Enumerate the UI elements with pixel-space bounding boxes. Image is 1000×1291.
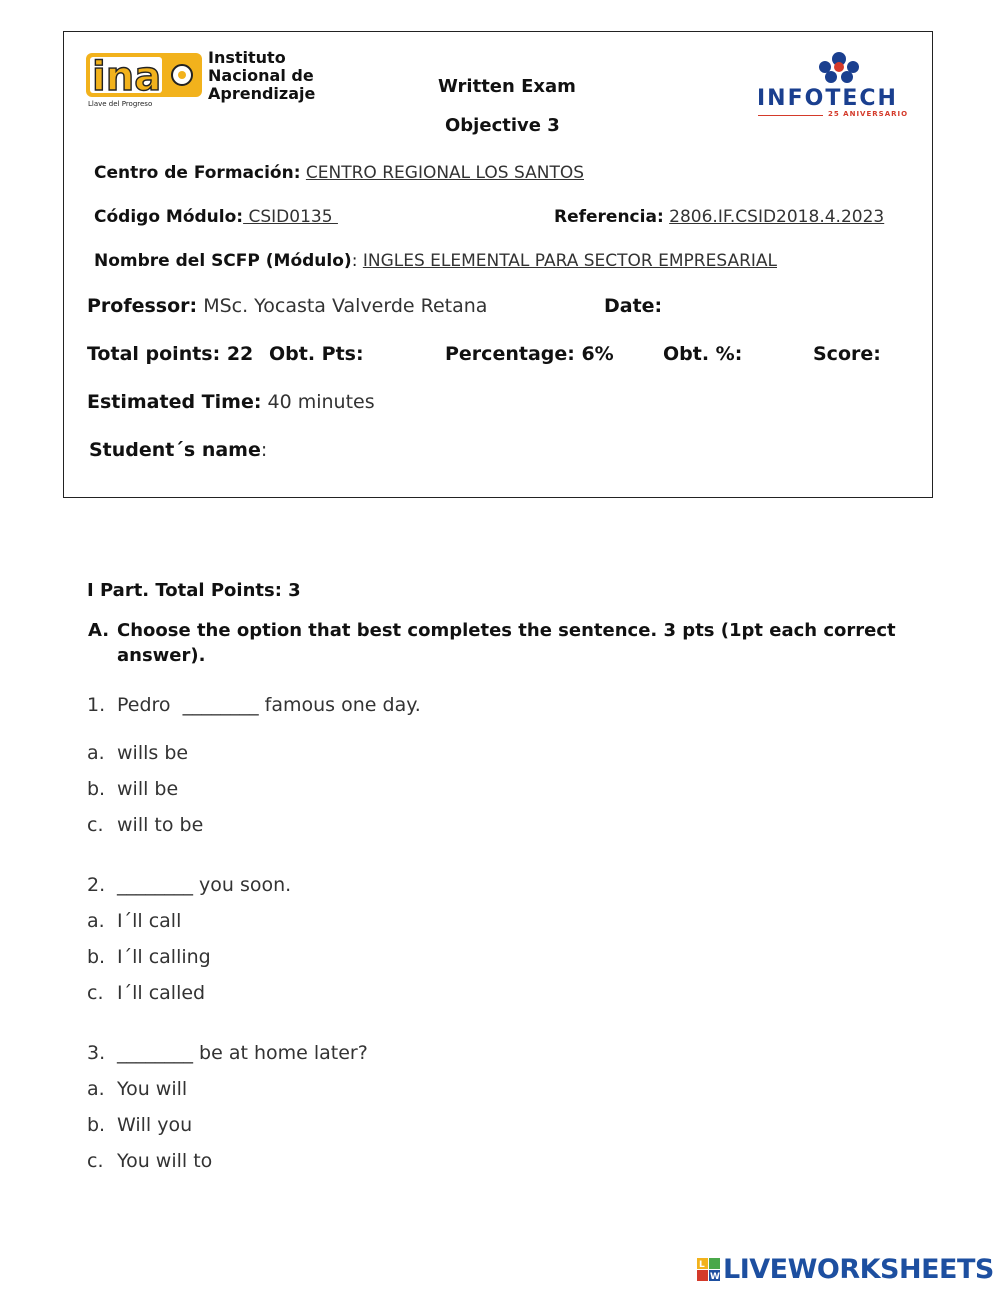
estimated-time-value: 40 minutes bbox=[267, 391, 375, 413]
exam-objective: Objective 3 bbox=[445, 115, 560, 136]
ina-key-icon bbox=[86, 47, 202, 109]
obtained-percentage-label: Obt. %: bbox=[663, 343, 743, 365]
instruction-line-1: Choose the option that best completes the sentence. 3 pts (1pt each correct bbox=[117, 620, 896, 641]
q3-option-b[interactable]: b. Will you bbox=[87, 1114, 193, 1136]
nombre-row: Nombre del SCFP (Módulo): INGLES ELEMENTAL PARA SECTOR EMPRESARIAL bbox=[94, 251, 778, 271]
infotech-name: INFOTECH bbox=[757, 86, 898, 111]
nombre-value: INGLES ELEMENTAL PARA SECTOR EMPRESARIAL bbox=[362, 251, 778, 271]
date-label: Date: bbox=[604, 295, 663, 317]
exam-title: Written Exam bbox=[438, 76, 576, 97]
svg-text:L: L bbox=[699, 1260, 705, 1270]
svg-text:W: W bbox=[710, 1272, 720, 1282]
referencia-row: Referencia: 2806.IF.CSID2018.4.2023 bbox=[554, 207, 885, 227]
centro-value: CENTRO REGIONAL LOS SANTOS bbox=[305, 163, 585, 183]
instruction-line-2: answer). bbox=[117, 645, 206, 666]
referencia-value: 2806.IF.CSID2018.4.2023 bbox=[669, 207, 885, 227]
ina-institution-name: Instituto Nacional de Aprendizaje bbox=[208, 48, 316, 103]
centro-row: Centro de Formación: CENTRO REGIONAL LOS SANTOS bbox=[94, 163, 585, 183]
codigo-row: Código Módulo: CSID0135 bbox=[94, 207, 338, 227]
q1-option-b[interactable]: b. will be bbox=[87, 778, 179, 800]
infotech-tagline: 25 ANIVERSARIO bbox=[828, 110, 909, 118]
professor-value: MSc. Yocasta Valverde Retana bbox=[203, 295, 488, 317]
q3-option-c[interactable]: c. You will to bbox=[87, 1150, 213, 1172]
liveworksheets-badge-icon bbox=[697, 1258, 721, 1282]
q2-option-a[interactable]: a. I´ll call bbox=[87, 910, 182, 932]
question-2: 2. ________ you soon. bbox=[87, 874, 292, 896]
ina-logo bbox=[86, 47, 316, 111]
part-title: I Part. Total Points: 3 bbox=[87, 580, 301, 601]
obtained-points-label: Obt. Pts: bbox=[269, 343, 364, 365]
score-label: Score: bbox=[813, 343, 881, 365]
question-3: 3. ________ be at home later? bbox=[87, 1042, 368, 1064]
ina-mark-text: ina bbox=[92, 54, 162, 100]
infotech-logo bbox=[755, 50, 925, 122]
liveworksheets-brand: LIVEWORKSHEETS bbox=[723, 1254, 994, 1285]
codigo-value: CSID0135 bbox=[243, 207, 338, 227]
q2-option-b[interactable]: b. I´ll calling bbox=[87, 946, 211, 968]
total-points: Total points: 22 bbox=[87, 343, 254, 365]
question-1: 1. Pedro ________ famous one day. bbox=[87, 694, 421, 716]
q1-option-c[interactable]: c. will to be bbox=[87, 814, 204, 836]
instruction-letter: A. bbox=[88, 620, 110, 641]
ina-tagline: Llave del Progreso bbox=[88, 100, 153, 108]
q3-option-a[interactable]: a. You will bbox=[87, 1078, 188, 1100]
estimated-time-row: Estimated Time: 40 minutes bbox=[87, 391, 375, 413]
q2-option-c[interactable]: c. I´ll called bbox=[87, 982, 206, 1004]
q1-option-a[interactable]: a. wills be bbox=[87, 742, 189, 764]
infotech-emblem-icon bbox=[813, 50, 865, 84]
professor-row: Professor: MSc. Yocasta Valverde Retana bbox=[87, 295, 488, 317]
student-name-row: Student´s name: bbox=[89, 439, 268, 461]
percentage: Percentage: 6% bbox=[445, 343, 614, 365]
